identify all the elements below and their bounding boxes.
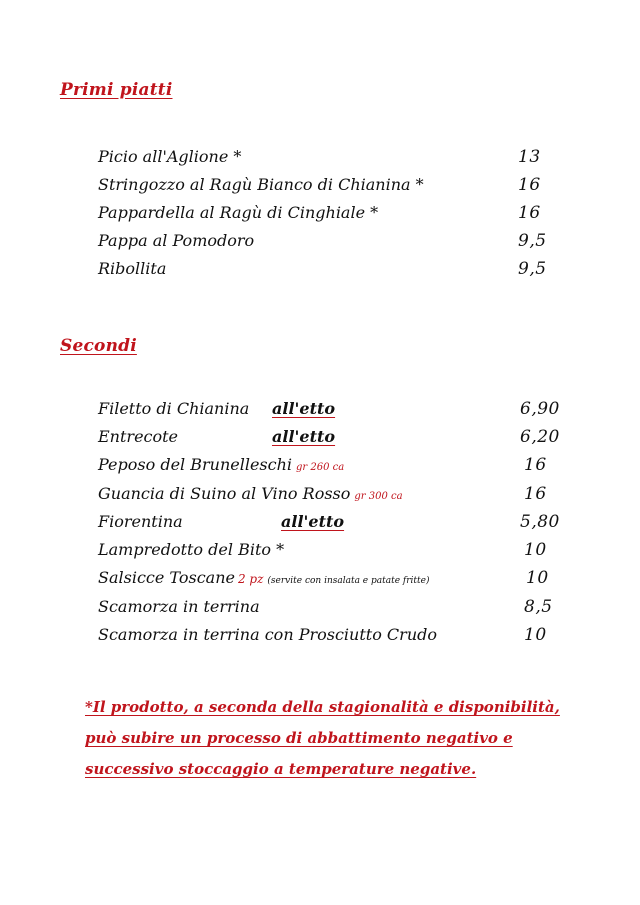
dish-price: 8,5 — [524, 597, 553, 617]
footnote: *Il prodotto, a seconda della stagionalità e disponibilità, può subire un processo di abbattimento negativo e successivo stoccaggio a temperature negative. — [85, 698, 560, 778]
unit-label: all'etto — [272, 427, 336, 446]
dish-name: Pappardella al Ragù di Cinghiale * — [98, 203, 379, 222]
dish-price: 9,5 — [518, 231, 547, 251]
dish-name: Picio all'Aglione * — [98, 147, 242, 166]
dish-name: Entrecote — [98, 427, 179, 446]
primi-section-title: Primi piatti — [60, 80, 173, 100]
dish-name: Fiorentina — [98, 512, 183, 531]
dish-price: 10 — [524, 540, 547, 560]
dish-name: Lampredotto del Bito * — [98, 540, 285, 559]
dish-name: Salsicce Toscane 2 pz (servite con insalata e patate fritte) — [98, 568, 430, 587]
dish-price: 6,90 — [520, 399, 560, 419]
secondi-section-title: Secondi — [60, 336, 137, 356]
dish-price: 16 — [518, 175, 541, 195]
weight-label: gr 300 ca — [354, 491, 403, 502]
dish-price: 9,5 — [518, 259, 547, 279]
dish-name: Peposo del Brunelleschi gr 260 ca — [98, 455, 345, 474]
dish-price: 16 — [518, 203, 541, 223]
pieces-label: 2 pz — [237, 572, 264, 586]
dish-name: Scamorza in terrina — [98, 597, 260, 616]
serving-note: (servite con insalata e patate fritte) — [267, 576, 430, 586]
dish-name: Scamorza in terrina con Prosciutto Crudo — [98, 625, 437, 644]
dish-price: 5,80 — [520, 512, 560, 532]
dish-name: Guancia di Suino al Vino Rosso gr 300 ca — [98, 484, 403, 503]
unit-label: all'etto — [272, 399, 336, 418]
dish-name: Pappa al Pomodoro — [98, 231, 255, 250]
dish-name: Filetto di Chianina — [98, 399, 250, 418]
dish-name: Ribollita — [98, 259, 167, 278]
dish-name: Stringozzo al Ragù Bianco di Chianina * — [98, 175, 424, 194]
dish-price: 6,20 — [520, 427, 560, 447]
dish-price: 16 — [524, 455, 547, 475]
dish-price: 13 — [518, 147, 541, 167]
weight-label: gr 260 ca — [296, 462, 345, 473]
dish-price: 10 — [524, 625, 547, 645]
dish-price: 16 — [524, 484, 547, 504]
dish-price: 10 — [526, 568, 549, 588]
unit-label: all'etto — [281, 512, 345, 531]
